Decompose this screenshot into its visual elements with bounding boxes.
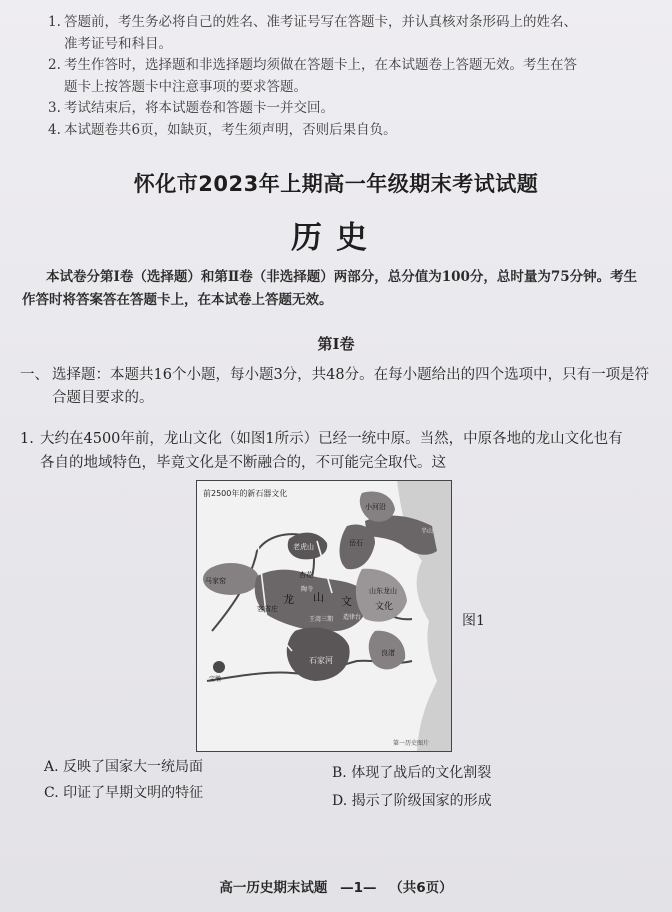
map-graphic [197,481,451,751]
notice-item [48,55,648,77]
map-label: 龙 [283,593,294,606]
map-label: 石家河 [309,656,333,665]
question-1 [20,427,660,475]
map-label: 小河沿 [365,503,386,511]
map-label: 王湾三期 [309,616,334,623]
option-d: D. 揭示了阶级国家的形成 [332,793,492,809]
option-a: A. 反映了国家大一统局面 [44,759,204,775]
map-label: 客省庄 [257,605,278,613]
notice-number: 1. [48,14,61,30]
option-c: C. 印证了早期文明的特征 [44,785,204,801]
map-label: 半山 [421,528,434,535]
section-mark: 一、 [20,367,49,383]
map-label: 山 [313,591,324,604]
baodun-site [213,661,225,673]
map-label: 老虎山 [293,543,314,551]
shijiahe-region [287,627,350,681]
map-credit: 第一历史图片 [393,740,430,747]
part-title: 第Ⅰ卷 [317,335,355,353]
map-label: 马家窑 [205,577,226,585]
notice-item [48,98,648,120]
map-label: 文化 [375,602,394,612]
neolithic-culture-map [196,480,452,752]
map-label: 良渚 [381,649,395,657]
map-label: 岳石 [349,539,363,547]
notice-text: 考试结束后，将本试题卷和答题卡一并交回。 [64,100,334,116]
map-title: 前2500年的新石器文化 [203,489,288,498]
notice-number: 2. [48,57,61,73]
question-text: 各自的地域特色，毕竟文化是不断融合的，不可能完全取代。这 [40,455,446,471]
shandong-longshan-region [356,569,407,622]
notice-list [48,12,648,141]
section-text: 合题目要求的。 [52,390,154,406]
notice-text: 答题前，考生务必将自己的姓名、准考证号写在答题卡，并认真核对条形码上的姓名、 [64,14,577,30]
notice-item [48,12,648,34]
option-b: B. 体现了战后的文化割裂 [332,765,492,781]
notice-text: 准考证号和科目。 [64,35,172,52]
subject-title: 历史 [291,220,381,256]
section-instructions [20,364,660,410]
map-label: 山东龙山 [369,587,397,595]
map-label: 文 [341,595,352,608]
section-text: 选择题：本题共16个小题，每小题3分，共48分。在每小题给出的四个选项中，只有一项是符 [52,367,650,383]
exam-intro: 本试卷分第Ⅰ卷（选择题）和第Ⅱ卷（非选择题）两部分，总分值为100分，总时量为75分钟。考生作答时将答案答在答题卡上，在本试卷上答题无效。 [22,269,638,308]
notice-text: 题卡上按答题卡中注意事项的要求答题。 [64,78,307,95]
figure-label: 图1 [462,613,485,629]
question-number: 1. [20,431,34,447]
map-label: 造律台 [343,614,362,621]
page-footer [0,876,672,896]
map-label: 宝墩 [209,676,222,683]
notice-text: 考生作答时，选择题和非选择题均须做在答题卡上，在本试题卷上答题无效。考生在答 [64,57,577,73]
map-label: 杏花 [299,571,313,579]
footer-page-number: —1— [340,880,377,896]
footer-course: 高一历史期末试题 [219,880,328,896]
notice-number: 3. [48,100,61,116]
notice-number: 4. [48,121,61,138]
exam-title: 怀化市2023年上期高一年级期末考试试题 [133,172,539,196]
notice-text: 本试题卷共6页，如缺页，考生须声明，否则后果自负。 [64,121,397,138]
map-label: 陶寺 [301,586,314,593]
footer-total: （共6页） [389,880,453,896]
question-text: 大约在4500年前，龙山文化（如图1所示）已经一统中原。当然，中原各地的龙山文化也有 [40,431,623,447]
notice-item [48,120,648,142]
